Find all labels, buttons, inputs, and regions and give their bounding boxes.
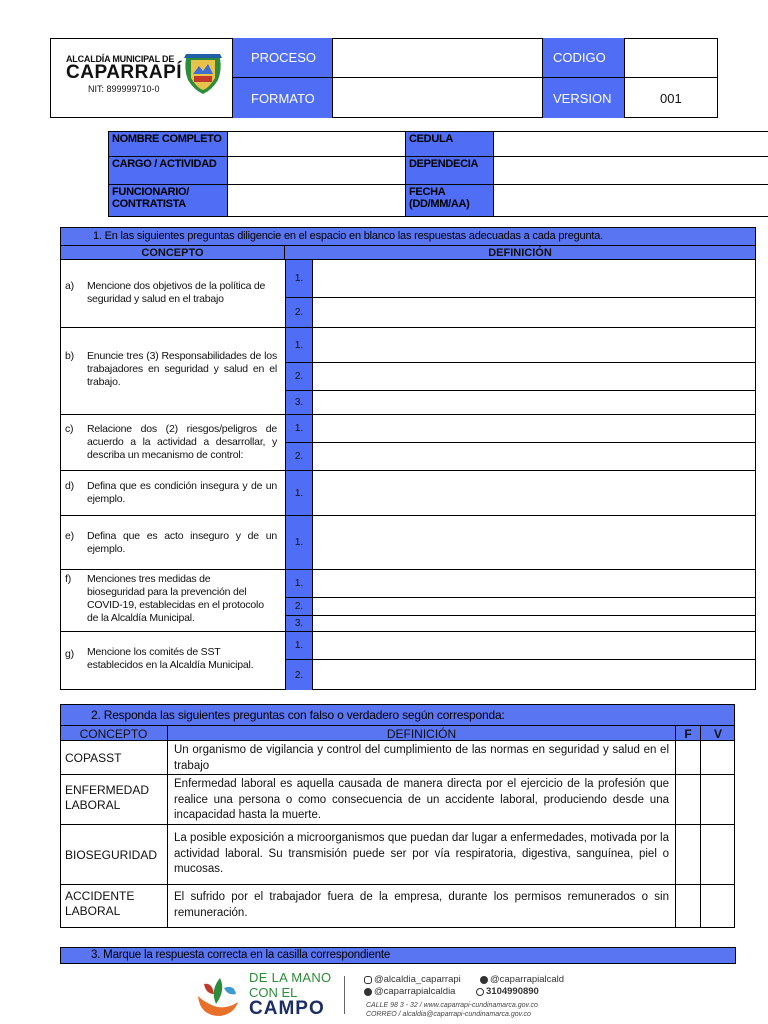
address-text: CALLE 98 3 - 32 / www.caparrapi-cundinamarca.gov.co (366, 1002, 538, 1009)
answer-field[interactable] (313, 660, 756, 690)
answer-num: 2. (285, 660, 313, 690)
cargo-label: CARGO / ACTIVIDAD (108, 157, 228, 185)
section1-col-concepto: CONCEPTO (60, 246, 285, 260)
email-text: CORREO / alcaldia@caparrapi-cundinamarca.gov.co (366, 1011, 531, 1018)
fecha-field[interactable] (494, 185, 768, 217)
definition-cell: Un organismo de vigilancia y control del cumplimiento de las normas en seguridad y salud en el trabajo (168, 741, 676, 775)
footer-divider (344, 976, 345, 1014)
question-text: Relacione dos (2) riesgos/peligros de acuerdo a la actividad a desarrollar, y describa un mecanismo de control: (87, 423, 277, 461)
campo-logo-line1: DE LA MANO (249, 970, 332, 985)
question-text: Defina que es condición insegura y de un ejemplo. (87, 480, 277, 505)
dependencia-label: DEPENDECIA (405, 157, 494, 185)
codigo-value[interactable] (625, 38, 718, 78)
answer-field[interactable] (313, 598, 756, 616)
answer-num: 1. (285, 260, 313, 298)
question-b (60, 328, 285, 415)
definition-cell: El sufrido por el trabajador fuera de la empresa, durante los permisos remunerados o sin remuneración. (168, 885, 676, 928)
section1-title-bar (60, 227, 756, 246)
answer-num: 1. (285, 632, 313, 660)
campo-logo-icon (190, 966, 244, 1020)
whatsapp-icon (476, 988, 484, 996)
question-text: Menciones tres medidas de bioseguridad para la prevención del COVID-19, establecidas en el protocolo de la Alcaldía Municipal. (87, 573, 264, 624)
proceso-value[interactable] (333, 38, 543, 78)
org-name-line1: ALCALDÍA MUNICIPAL DE (66, 54, 175, 64)
true-checkbox[interactable] (701, 825, 735, 885)
section2-col-definicion: DEFINICIÓN (168, 726, 676, 741)
instagram-text: @alcaldia_caparrapi (374, 974, 461, 985)
answer-num: 2. (285, 598, 313, 616)
facebook-text: @caparrapialcaldia (374, 986, 456, 997)
question-c (60, 415, 285, 471)
concept-cell: BIOSEGURIDAD (60, 825, 168, 885)
facebook-icon (364, 988, 372, 996)
question-letter: f) (65, 573, 72, 585)
whatsapp-text: 3104990890 (486, 986, 539, 997)
answer-num: 1. (285, 328, 313, 363)
facebook-handle[interactable] (364, 986, 455, 997)
funcionario-field[interactable] (228, 185, 405, 217)
campo-logo-line3: CAMPO (249, 998, 325, 1019)
twitter-icon (480, 976, 488, 984)
answer-num: 1. (285, 570, 313, 598)
cargo-field[interactable] (228, 157, 405, 185)
question-letter: c) (65, 423, 74, 435)
section1-col-definicion: DEFINICIÓN (285, 246, 756, 260)
fecha-label: FECHA (DD/MM/AA) (405, 185, 494, 217)
answer-field[interactable] (313, 516, 756, 570)
answer-field[interactable] (313, 391, 756, 415)
formato-value[interactable] (333, 78, 543, 118)
concept-cell: COPASST (60, 741, 168, 775)
question-letter: e) (65, 530, 74, 542)
definition-cell: Enfermedad laboral es aquella causada de manera directa por el ejercicio de la profesión que realice una persona o como consecuencia de un accidente laboral, produciendo desde una incapacidad hasta la muerte. (168, 775, 676, 825)
answer-field[interactable] (313, 298, 756, 328)
answer-num: 2. (285, 443, 313, 471)
answer-num: 3. (285, 391, 313, 415)
answer-num: 1. (285, 415, 313, 443)
false-checkbox[interactable] (676, 885, 701, 928)
dependencia-field[interactable] (494, 157, 768, 185)
org-name-line2: CAPARRAPÍ (66, 62, 183, 83)
question-letter: g) (65, 648, 74, 660)
funcionario-label: FUNCIONARIO/ CONTRATISTA (108, 185, 228, 217)
version-value: 001 (660, 90, 682, 106)
answer-field[interactable] (313, 363, 756, 391)
false-checkbox[interactable] (676, 741, 701, 775)
version-label: VERSION (543, 78, 625, 118)
cedula-label: CEDULA (405, 131, 494, 157)
question-g (60, 632, 285, 690)
section2-col-v: V (713, 726, 722, 741)
question-a (60, 260, 285, 328)
answer-field[interactable] (313, 328, 756, 363)
answer-num: 1. (285, 516, 313, 570)
section2-col-f: F (676, 726, 701, 741)
true-checkbox[interactable] (701, 741, 735, 775)
question-d (60, 471, 285, 516)
answer-field[interactable] (313, 570, 756, 598)
concept-cell: ACCIDENTE LABORAL (60, 885, 168, 928)
section3-title: 3. Marque la respuesta correcta en la casilla correspondiente (91, 949, 391, 961)
section2-col-concepto: CONCEPTO (60, 726, 168, 741)
whatsapp-number[interactable] (476, 986, 539, 997)
header-logo-cell (50, 38, 233, 118)
answer-num: 2. (285, 363, 313, 391)
question-text: Enuncie tres (3) Responsabilidades de los trabajadores en seguridad y salud en el trabajo. (87, 350, 277, 388)
question-letter: d) (65, 480, 74, 492)
campo-logo-line2: CON EL (249, 985, 298, 1000)
section1-title: 1. En las siguientes preguntas diligencie en el espacio en blanco las respuestas adecuadas a cada pregunta. (93, 230, 604, 242)
twitter-text: @caparrapialcald (490, 974, 565, 985)
question-letter: b) (65, 350, 74, 362)
answer-field[interactable] (313, 415, 756, 443)
formato-label: FORMATO (233, 78, 333, 118)
nit-text: NIT: 899999710-0 (88, 84, 160, 94)
twitter-handle[interactable] (480, 974, 564, 985)
question-e (60, 516, 285, 570)
question-f (60, 570, 285, 632)
concept-cell: ENFERMEDAD LABORAL (60, 775, 168, 825)
instagram-handle[interactable] (364, 974, 461, 985)
question-text: Mencione dos objetivos de la política de seguridad y salud en el trabajo (87, 280, 266, 305)
question-letter: a) (65, 280, 74, 292)
section2-title-bar (60, 704, 735, 726)
codigo-label: CODIGO (543, 38, 625, 78)
answer-num: 1. (285, 471, 313, 516)
false-checkbox[interactable] (676, 775, 701, 825)
nombre-label: NOMBRE COMPLETO (108, 131, 228, 157)
answer-field[interactable] (313, 443, 756, 471)
answer-num: 3. (285, 616, 313, 632)
false-checkbox[interactable] (676, 825, 701, 885)
answer-field[interactable] (313, 471, 756, 516)
answer-field[interactable] (313, 632, 756, 660)
answer-num: 2. (285, 298, 313, 328)
true-checkbox[interactable] (701, 775, 735, 825)
definition-cell: La posible exposición a microorganismos que puedan dar lugar a enfermedades, motivada por la actividad laboral. Su transmisión puede ser por vía respiratoria, digestiva, sanguínea, piel o mucosas. (168, 825, 676, 885)
true-checkbox[interactable] (701, 885, 735, 928)
section3-title-bar (60, 947, 736, 964)
instagram-icon (364, 976, 372, 984)
cedula-field[interactable] (494, 131, 768, 157)
section2-title: 2. Responda las siguientes preguntas con falso o verdadero según corresponda: (91, 708, 505, 722)
nombre-field[interactable] (228, 131, 405, 157)
answer-field[interactable] (313, 260, 756, 298)
proceso-label: PROCESO (233, 38, 333, 78)
coat-of-arms-icon (182, 50, 224, 96)
question-text: Mencione los comités de SST establecidos en la Alcaldía Municipal. (87, 646, 254, 671)
answer-field[interactable] (313, 616, 756, 632)
question-text: Defina que es acto inseguro y de un ejemplo. (87, 530, 277, 555)
